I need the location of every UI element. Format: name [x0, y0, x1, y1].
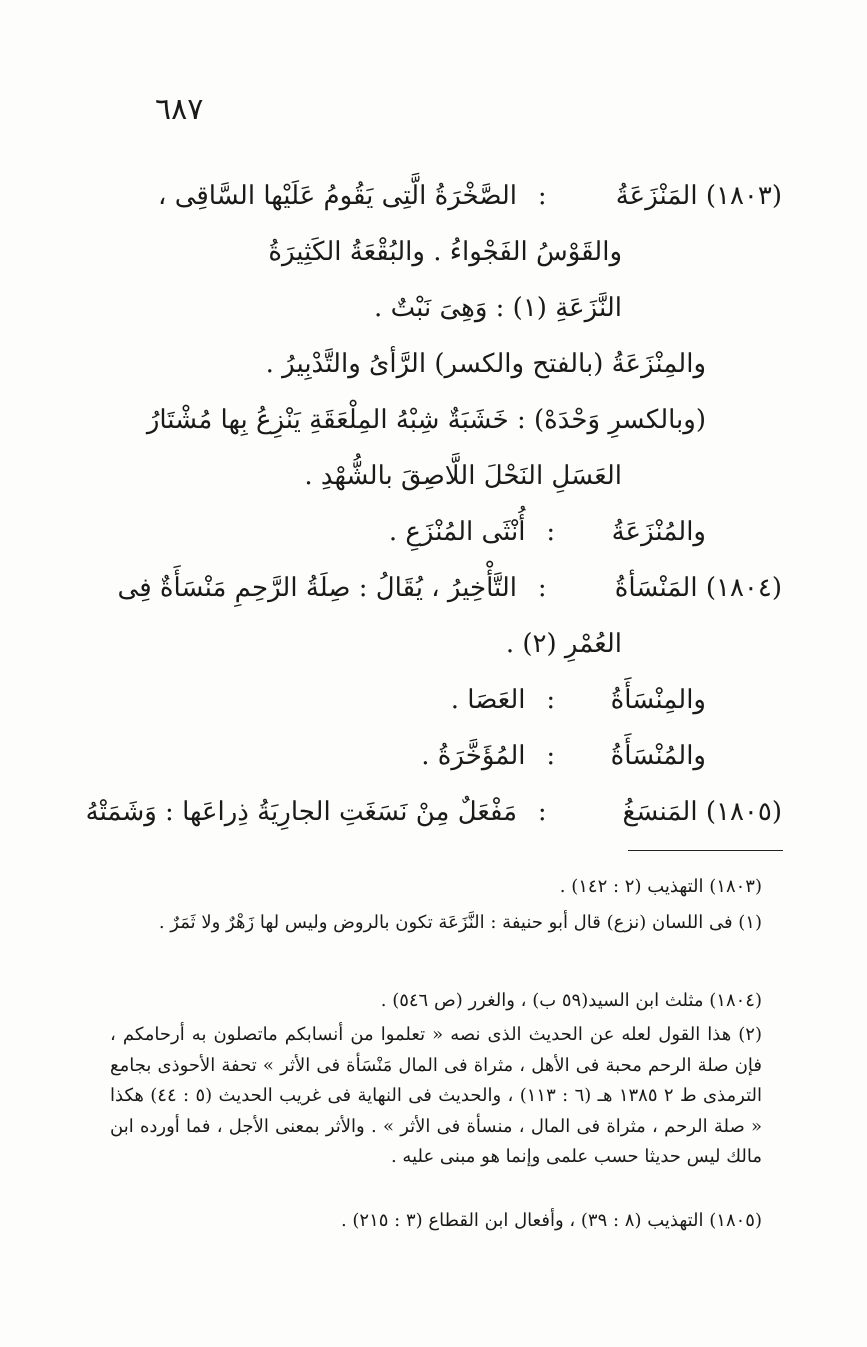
footnote-separator [628, 850, 783, 851]
page-number: ٦٨٧ [155, 92, 204, 127]
footnote: (١٨٠٣) التهذيب (٢ : ١٤٢) . [559, 876, 762, 897]
entry-definition: الصَّخْرَةُ الَّتِى يَقُومُ عَلَيْها السَّاقِى ، [158, 181, 518, 211]
entry-headword: المَنْسَأةُ [614, 573, 698, 603]
entry-definition: مَفْعَلٌ مِنْ نَسَغَتِ الجارِيَةُ ذِراعَها : وَشَمَتْهُ [85, 797, 518, 827]
entry-colon: : [546, 741, 556, 771]
footnote: (٢) هذا القول لعله عن الحديث الذى نصه « تعلموا من أنسابكم ماتصلون به أرحامكم ، فإن صلة الرحم محبة فى الأهل ، مثراة فى المال مَنْسَأة فى الأثر » تحفة الأحوذى بجامع الترمذى ط ٢ ١٣٨٥ هـ (٦ : ١١٣) ، والحديث فى النهاية فى غريب الحديث (٥ : ٤٤) هكذا « صلة الرحم ، مثراة فى المال ، منسأة فى الأثر » . والأثر بمعنى الأجل ، فما أورده ابن مالك ليس حديثا حسب علمى وإنما هو مبنى عليه . [110, 1024, 762, 1167]
footnote: (١) فى اللسان (نزع) قال أبو حنيفة : النَّزَعَة تكون بالروض وليس لها زَهْرٌ ولا ثَمَرٌ . [158, 912, 762, 933]
entry-headword: المَنْزَعَةُ [615, 181, 698, 211]
entry-line [389, 504, 706, 560]
entry-headword: والمُنْسَأَةُ [610, 741, 706, 771]
entry-continuation: (وبالكسرِ وَحْدَهْ) : خَشَبَةٌ شِبْهُ المِلْعَقَةِ يَنْزِعُ بِها مُشْتَارُ [146, 405, 706, 435]
entry-continuation: العَسَلِ النَحْلَ اللَّاصِقَ بالشُّهْدِ . [304, 461, 622, 491]
entry-colon: : [537, 573, 547, 603]
entry-continuation: والقَوْسُ الفَجْواءُ . والبُقْعَةُ الكَثِيرَةُ [268, 237, 622, 267]
footnote: (١٨٠٥) التهذيب (٨ : ٣٩) ، وأفعال ابن القطاع (٣ : ٢١٥) . [340, 1210, 762, 1231]
entry-colon: : [537, 797, 547, 827]
footnote: (١٨٠٤) مثلث ابن السيد(٥٩ ب) ، والغرر (ص ٥٤٦) . [380, 990, 762, 1011]
entry-line [118, 560, 782, 616]
entry-definition: المُؤَخَّرَةُ . [421, 741, 526, 771]
entry-line [86, 784, 782, 840]
entry-number: (١٨٠٤) [705, 573, 782, 603]
entry-colon: : [546, 685, 556, 715]
entry-definition: أُنْثَى المُنْزَعِ . [388, 517, 526, 547]
entry-line [158, 168, 782, 224]
entry-headword: والمُنْزَعَةُ [611, 517, 706, 547]
entry-headword: والمِنْسَأَةُ [610, 685, 706, 715]
entry-number: (١٨٠٥) [705, 797, 782, 827]
entry-line [451, 672, 706, 728]
entry-definition: التَّأْخِيرُ ، يُقَالُ : صِلَةُ الرَّحِمِ مَنْسَأَةٌ فِى [117, 573, 518, 603]
entry-headword: المَنسَغُ [622, 797, 698, 827]
entry-number: (١٨٠٣) [705, 181, 782, 211]
entry-colon: : [546, 517, 556, 547]
entry-continuation: النَّزَعَةِ (١) : وَهِىَ نَبْتٌ . [374, 293, 622, 323]
entry-continuation: العُمْرِ (٢) . [505, 629, 622, 659]
entry-line [421, 728, 706, 784]
entry-continuation: والمِنْزَعَةُ (بالفتح والكسر) الرَّأىُ والتَّدْبِيرُ . [265, 349, 706, 379]
entry-definition: العَصَا . [450, 685, 526, 715]
entry-colon: : [537, 181, 547, 211]
